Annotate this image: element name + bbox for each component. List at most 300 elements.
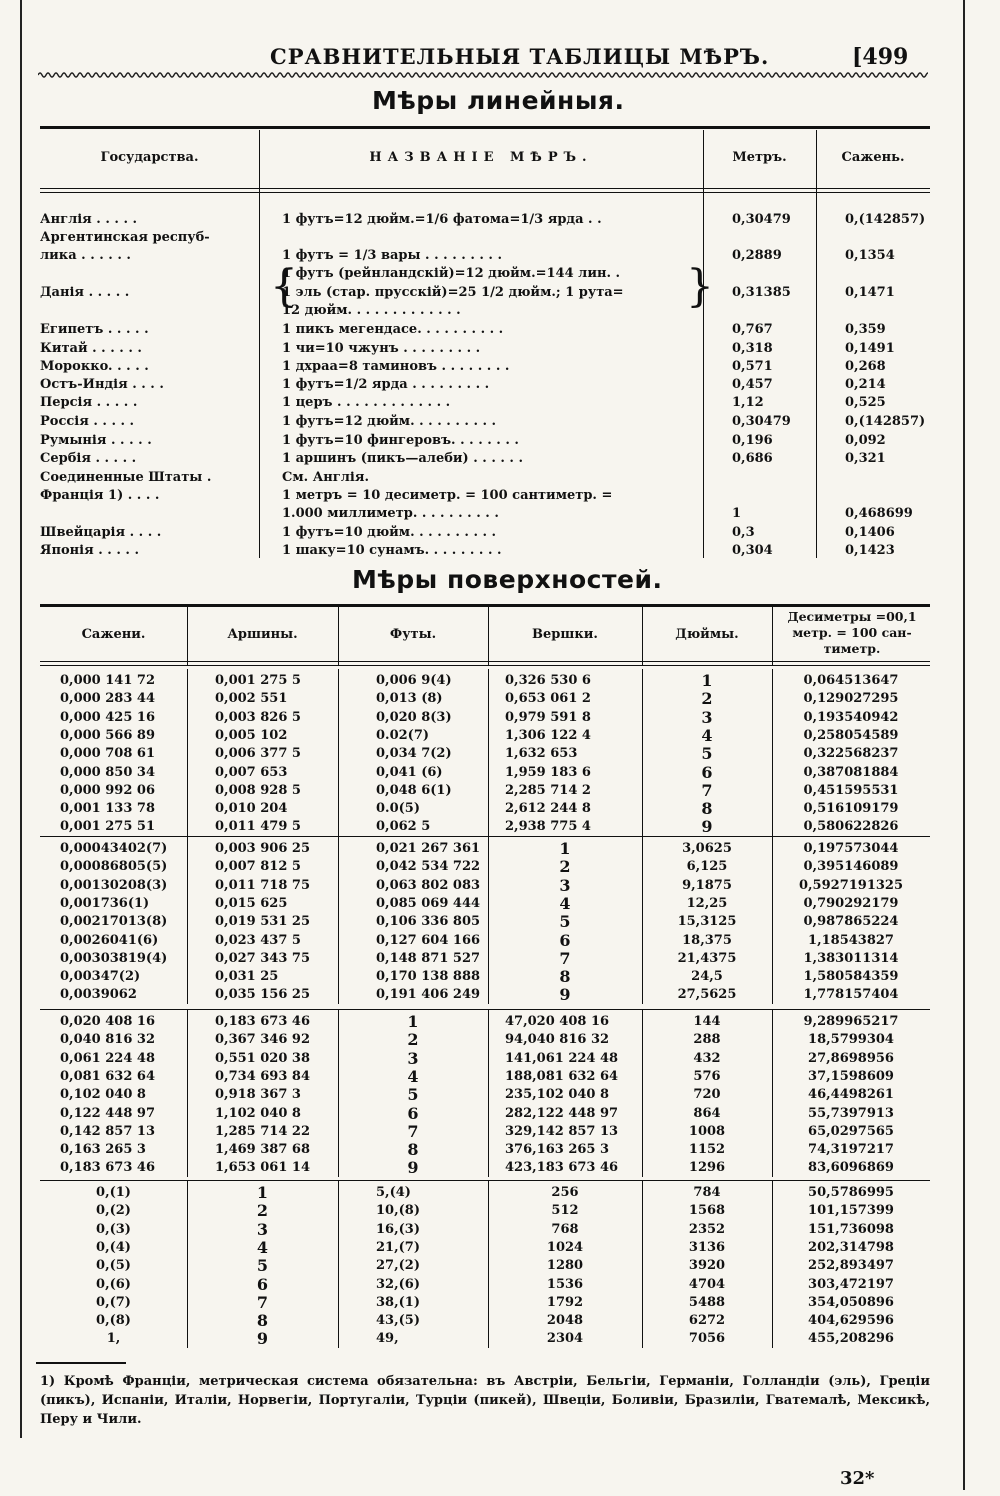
linear-row: [40, 340, 930, 358]
surface-cell: 6,125: [686, 859, 728, 875]
linear-sazhen-cell: 0,(142857): [845, 414, 926, 429]
footnote: 1) Кромѣ Франціи, метрическая система обязательна: въ Австріи, Бельгіи, Германіи, Голландіи (эль), Греціи (пикъ), Испаніи, Италіи, Норвегіи, Португаліи, Турціи (пикей), Швеціи, Боливіи, Бразиліи, Гватемалѣ, Мексикѣ, Перу и Чили.: [40, 1374, 930, 1427]
surface-row: [40, 950, 930, 968]
linear-row: [40, 524, 930, 542]
surface-row: [40, 1050, 930, 1068]
linear-top-rule: [40, 126, 930, 129]
surface-group-rule: [40, 1009, 930, 1010]
surface-cell: 0,(4): [96, 1239, 131, 1255]
linear-meter-cell: 0,30479: [732, 212, 791, 227]
surface-top-rule: [40, 604, 930, 607]
surface-row: [40, 1086, 930, 1104]
frame-right-border: [963, 0, 965, 1490]
surface-cell: 1,383011314: [803, 950, 899, 966]
surface-cell: 2304: [546, 1331, 584, 1347]
surface-cell: 0,102 040 8: [60, 1087, 146, 1103]
surface-row: [40, 913, 930, 931]
surface-cell: 0,000 283 44: [60, 691, 155, 707]
surface-cell: 2: [256, 1201, 269, 1221]
surface-cell: 0,000 992 06: [60, 782, 155, 798]
surface-cell: 1: [559, 839, 571, 858]
surface-cell: 0,127 604 166: [376, 932, 481, 948]
linear-row: [40, 505, 930, 523]
linear-country-cell: Аргентинская респуб-: [40, 230, 210, 245]
linear-country-cell: Данія . . . . .: [40, 285, 130, 300]
surface-cell: 0,048 6(1): [376, 782, 452, 798]
surface-cell: 0,00086805(5): [60, 859, 168, 875]
surface-cell: 0,516109179: [803, 801, 899, 817]
surface-hdr-divider-5: [772, 607, 773, 666]
surface-cell: 0,(5): [96, 1258, 131, 1274]
surface-cell: 1: [407, 1012, 419, 1031]
linear-row: [40, 358, 930, 376]
linear-name-cell: 1 пикъ мегендасе. . . . . . . . . .: [282, 322, 504, 337]
surface-cell: 12,25: [686, 895, 728, 911]
surface-cell: 15,3125: [677, 914, 737, 930]
surface-cell: 74,3197217: [808, 1142, 894, 1158]
surface-row: [40, 1105, 930, 1123]
surface-cell: 2: [407, 1030, 419, 1050]
linear-name-cell: См. Англія.: [282, 470, 369, 485]
surface-cell: 10,(8): [376, 1203, 420, 1219]
surface-cell: 5: [256, 1256, 269, 1276]
linear-row: [40, 265, 930, 283]
surface-cell: 1,632 653: [505, 746, 578, 762]
linear-row: [40, 321, 930, 339]
surface-cell: 0,00347(2): [60, 969, 141, 985]
surface-cell: 7: [256, 1292, 269, 1312]
surface-cell: 8: [256, 1311, 269, 1331]
surface-cell: 252,893497: [808, 1258, 894, 1274]
surface-cell: 3920: [688, 1258, 726, 1274]
surface-cell: 0,001736(1): [60, 895, 150, 911]
surface-cell: 151,736098: [808, 1221, 894, 1237]
surface-cell: 455,208296: [808, 1331, 894, 1347]
surface-cell: 0,064513647: [803, 673, 899, 688]
surface-cell: 0,034 7(2): [376, 746, 452, 762]
surface-cell: 1,: [106, 1331, 121, 1347]
surface-cell: 0,191 406 249: [376, 987, 481, 1003]
surface-cell: 0,013 (8): [376, 691, 443, 707]
linear-name-cell: 1 метръ = 10 десиметр. = 100 сантиметр. =: [282, 488, 613, 503]
surface-cell: 3: [256, 1219, 269, 1239]
surface-cell: 0,063 802 083: [376, 877, 481, 893]
linear-row: [40, 450, 930, 468]
surface-cell: 9,1875: [682, 877, 732, 893]
surface-cell: 18,375: [682, 932, 732, 948]
linear-meter-cell: 0,686: [732, 451, 773, 466]
linear-country-cell: Остъ-Индія . . . .: [40, 377, 164, 392]
linear-row: [40, 432, 930, 450]
surface-cell: 94,040 816 32: [505, 1032, 610, 1048]
linear-sazhen-cell: 0,(142857): [845, 212, 926, 227]
surface-cell: 0,085 069 444: [376, 895, 481, 911]
linear-sazhen-cell: 0,321: [845, 451, 886, 466]
surface-header-rule-1: [40, 661, 930, 662]
surface-row: [40, 1221, 930, 1239]
surface-cell: 0,367 346 92: [215, 1032, 310, 1048]
linear-sazhen-cell: 0,468699: [845, 506, 913, 521]
surface-cell: 1: [256, 1183, 269, 1202]
surface-cell: 9: [701, 817, 713, 837]
linear-meter-cell: 0,196: [732, 433, 773, 448]
linear-meter-cell: 0,571: [732, 359, 773, 374]
surface-cell: 784: [693, 1185, 721, 1200]
surface-cell: 188,081 632 64: [505, 1068, 619, 1084]
frame-left-border: [20, 0, 22, 1438]
surface-row: [40, 877, 930, 895]
linear-meter-cell: 0,318: [732, 341, 773, 356]
linear-row: [40, 284, 930, 302]
surface-cell: 1,959 183 6: [505, 764, 591, 780]
surface-cell: 0,021 267 361: [376, 841, 481, 856]
surface-cell: 2,285 714 2: [505, 782, 591, 798]
surface-cell: 0,011 718 75: [215, 877, 310, 893]
surface-cell: 0.0(5): [376, 801, 420, 817]
linear-name-cell: 1 аршинъ (пикъ—алеби) . . . . . .: [282, 451, 524, 466]
surface-cell: 0,987865224: [803, 914, 899, 930]
surface-cell: 0,007 812 5: [215, 859, 301, 875]
surface-cell: 65,0297565: [808, 1123, 894, 1139]
surface-cell: 0,258054589: [803, 727, 899, 743]
surface-cell: 0.02(7): [376, 727, 430, 743]
surface-cell: 1568: [688, 1203, 726, 1219]
surface-row: [40, 1312, 930, 1330]
surface-cell: 9: [559, 985, 571, 1005]
surface-cell: 0,580622826: [803, 819, 899, 835]
surface-group-rule: [40, 1180, 930, 1181]
surface-cell: 0,322568237: [803, 746, 899, 762]
surface-cell: 0,035 156 25: [215, 987, 310, 1003]
surface-cell: 1152: [688, 1142, 726, 1158]
surface-cell: 6: [256, 1274, 269, 1294]
surface-cell: 354,050896: [808, 1294, 894, 1310]
surface-cell: 1,18543827: [808, 932, 894, 948]
surface-cell: 27,8698956: [808, 1050, 894, 1066]
surface-cell: 0,000 566 89: [60, 727, 155, 743]
linear-name-cell: 1 церъ . . . . . . . . . . . . .: [282, 395, 451, 410]
linear-country-cell: Мороккo. . . . .: [40, 359, 149, 374]
surface-cell: 5488: [688, 1294, 726, 1310]
surface-cell: 4: [701, 725, 713, 745]
surface-cell: 1,306 122 4: [505, 727, 591, 743]
surface-cell: 0,020 408 16: [60, 1014, 155, 1029]
surface-cell: 576: [693, 1068, 721, 1084]
linear-meter-cell: 0,304: [732, 543, 773, 558]
surface-header-vershki: Вершки.: [532, 627, 598, 642]
surface-cell: 0,005 102: [215, 727, 288, 743]
surface-cell: 1: [701, 671, 713, 690]
linear-meter-cell: 0,2889: [732, 248, 782, 263]
surface-cell: 0,122 448 97: [60, 1105, 155, 1121]
surface-cell: 0,020 8(3): [376, 709, 452, 725]
surface-cell: 4: [256, 1237, 269, 1257]
surface-cell: 1280: [546, 1258, 584, 1274]
page-title: СРАВНИТЕЛЬНЫЯ ТАБЛИЦЫ МѢРЪ.: [270, 44, 770, 69]
surface-cell: 3: [407, 1048, 419, 1068]
surface-cell: 24,5: [691, 969, 723, 985]
surface-cell: 0,790292179: [803, 895, 899, 911]
linear-name-cell: 1 футъ=10 дюйм. . . . . . . . . .: [282, 525, 497, 540]
linear-sazhen-cell: 0,092: [845, 433, 886, 448]
linear-meter-cell: 0,31385: [732, 285, 791, 300]
linear-row: [40, 469, 930, 487]
surface-row: [40, 1013, 930, 1031]
surface-cell: 49,: [376, 1331, 399, 1347]
surface-row: [40, 709, 930, 727]
surface-row: [40, 986, 930, 1004]
surface-row: [40, 1184, 930, 1202]
linear-sazhen-cell: 0,268: [845, 359, 886, 374]
surface-cell: 0,008 928 5: [215, 782, 301, 798]
linear-name-cell: 1 эль (стар. прусскій)=25 1/2 дюйм.; 1 рута=: [282, 285, 624, 300]
surface-cell: 4704: [688, 1276, 726, 1292]
linear-country-cell: Сербія . . . . .: [40, 451, 137, 466]
surface-cell: 1,285 714 22: [215, 1123, 310, 1139]
surface-row: [40, 672, 930, 690]
linear-row: [40, 542, 930, 560]
linear-header-rule-2: [40, 192, 930, 193]
linear-section-title: Мѣры линейныя.: [372, 86, 625, 115]
surface-cell: 43,(5): [376, 1313, 420, 1329]
surface-header-futy: Футы.: [389, 627, 437, 642]
footnote-rule: [36, 1362, 126, 1364]
surface-cell: 0,023 437 5: [215, 932, 301, 948]
surface-cell: 9: [256, 1329, 269, 1349]
surface-header-rule-2: [40, 665, 930, 666]
linear-name-cell: 12 дюйм. . . . . . . . . . . . .: [282, 303, 461, 318]
surface-cell: 0,001 275 51: [60, 819, 155, 835]
surface-cell: 0,326 530 6: [505, 673, 591, 688]
surface-cell: 0,918 367 3: [215, 1087, 301, 1103]
surface-cell: 0,387081884: [803, 764, 899, 780]
surface-cell: 1,102 040 8: [215, 1105, 301, 1121]
surface-cell: 2: [701, 689, 713, 709]
linear-country-cell: Японія . . . . .: [40, 543, 139, 558]
surface-cell: 37,1598609: [808, 1068, 894, 1084]
linear-country-cell: Египетъ . . . . .: [40, 322, 149, 337]
surface-row: [40, 800, 930, 818]
surface-row: [40, 1202, 930, 1220]
surface-cell: 0,006 377 5: [215, 746, 301, 762]
surface-row: [40, 1257, 930, 1275]
surface-cell: 0,019 531 25: [215, 914, 310, 930]
surface-row: [40, 1330, 930, 1348]
surface-cell: 0,00130208(3): [60, 877, 168, 893]
linear-meter-cell: 0,767: [732, 322, 773, 337]
surface-cell: 0,193540942: [803, 709, 899, 725]
linear-row: [40, 487, 930, 505]
surface-cell: 18,5799304: [808, 1032, 894, 1048]
surface-cell: 0,170 138 888: [376, 969, 481, 985]
surface-cell: 0,062 5: [376, 819, 431, 835]
surface-row: [40, 1068, 930, 1086]
surface-cell: 27,(2): [376, 1258, 420, 1274]
linear-sazhen-cell: 0,359: [845, 322, 886, 337]
linear-sazhen-cell: 0,1423: [845, 543, 895, 558]
surface-cell: 0,000 425 16: [60, 709, 155, 725]
surface-cell: 83,6096869: [808, 1160, 894, 1176]
surface-cell: 235,102 040 8: [505, 1087, 610, 1103]
surface-cell: 2352: [688, 1221, 726, 1237]
linear-header-country: Государства.: [100, 150, 199, 165]
surface-section-title: Мѣры поверхностей.: [352, 565, 663, 594]
surface-header-sazheni: Сажени.: [81, 627, 146, 642]
linear-name-cell: 1 футъ=12 дюйм.=1/6 фатома=1/3 ярда . .: [282, 212, 602, 227]
surface-row: [40, 727, 930, 745]
surface-cell: 8: [407, 1140, 419, 1160]
surface-cell: 16,(3): [376, 1221, 420, 1237]
surface-cell: 4: [559, 893, 571, 913]
surface-row: [40, 1294, 930, 1312]
surface-cell: 1024: [546, 1239, 584, 1255]
surface-header-arshiny: Аршины.: [227, 627, 298, 642]
linear-country-cell: Англія . . . . .: [40, 212, 138, 227]
linear-sazhen-cell: 0,214: [845, 377, 886, 392]
surface-cell: 0,00043402(7): [60, 841, 168, 856]
surface-cell: 1,653 061 14: [215, 1160, 310, 1176]
surface-cell: 768: [551, 1221, 579, 1237]
surface-cell: 1,778157404: [803, 987, 899, 1003]
surface-cell: 3136: [688, 1239, 726, 1255]
surface-cell: 9,289965217: [803, 1014, 899, 1029]
linear-header-name: НАЗВАНІЕ МѢРЪ.: [369, 150, 593, 165]
page-signature: 32*: [840, 1468, 875, 1489]
surface-cell: 5,(4): [376, 1185, 411, 1200]
linear-name-cell: 1 футъ=10 фингеровъ. . . . . . . .: [282, 433, 519, 448]
surface-row: [40, 764, 930, 782]
surface-row: [40, 690, 930, 708]
surface-cell: 7: [559, 948, 571, 968]
surface-cell: 3: [559, 875, 571, 895]
surface-cell: 256: [551, 1185, 579, 1200]
surface-cell: 6: [701, 762, 713, 782]
surface-row: [40, 1141, 930, 1159]
linear-country-cell: Швейцарія . . . .: [40, 525, 162, 540]
surface-cell: 0,451595531: [803, 782, 899, 798]
surface-cell: 6: [407, 1103, 419, 1123]
wavy-divider: [38, 70, 928, 80]
surface-cell: 5: [701, 744, 713, 764]
surface-cell: 0,042 534 722: [376, 859, 481, 875]
surface-row: [40, 968, 930, 986]
linear-sazhen-cell: 0,1406: [845, 525, 895, 540]
surface-cell: 3: [701, 707, 713, 727]
linear-header-sazhen: Сажень.: [841, 150, 905, 165]
linear-row: [40, 394, 930, 412]
linear-row: [40, 413, 930, 431]
surface-cell: 0,(1): [96, 1185, 131, 1200]
surface-cell: 720: [693, 1087, 721, 1103]
linear-header-rule-1: [40, 188, 930, 189]
surface-cell: 0,(6): [96, 1276, 131, 1292]
surface-cell: 6272: [688, 1313, 726, 1329]
surface-row: [40, 1276, 930, 1294]
surface-cell: 0,395146089: [803, 859, 899, 875]
surface-cell: 27,5625: [677, 987, 737, 1003]
surface-cell: 0,(3): [96, 1221, 131, 1237]
surface-cell: 0,081 632 64: [60, 1068, 155, 1084]
surface-cell: 2: [559, 857, 571, 877]
surface-cell: 0,148 871 527: [376, 950, 481, 966]
surface-cell: 0,163 265 3: [60, 1142, 146, 1158]
linear-country-cell: Франція 1) . . . .: [40, 488, 160, 503]
surface-cell: 0,00303819(4): [60, 950, 168, 966]
surface-cell: 376,163 265 3: [505, 1142, 610, 1158]
surface-row: [40, 1239, 930, 1257]
surface-cell: 0,041 (6): [376, 764, 443, 780]
surface-cell: 0,002 551: [215, 691, 288, 707]
linear-header-meter: Метръ.: [732, 150, 787, 165]
surface-cell: 0,734 693 84: [215, 1068, 310, 1084]
linear-row: [40, 302, 930, 320]
surface-cell: 864: [693, 1105, 721, 1121]
surface-cell: 1792: [546, 1294, 584, 1310]
surface-cell: 288: [693, 1032, 721, 1048]
linear-country-cell: Соединенные Штаты .: [40, 470, 212, 485]
surface-cell: 9: [407, 1158, 419, 1178]
surface-cell: 141,061 224 48: [505, 1050, 619, 1066]
surface-cell: 0,006 9(4): [376, 673, 452, 688]
surface-cell: 0,010 204: [215, 801, 288, 817]
surface-cell: 8: [701, 799, 713, 819]
surface-cell: 0,0039062: [60, 987, 137, 1003]
surface-cell: 0,000 708 61: [60, 746, 155, 762]
surface-row: [40, 1123, 930, 1141]
surface-cell: 5: [559, 912, 571, 932]
surface-cell: 1536: [546, 1276, 584, 1292]
surface-cell: 101,157399: [808, 1203, 894, 1219]
surface-cell: 0,003 826 5: [215, 709, 301, 725]
surface-cell: 0,031 25: [215, 969, 279, 985]
surface-cell: 0,027 343 75: [215, 950, 310, 966]
surface-row: [40, 1159, 930, 1177]
surface-cell: 0,5927191325: [798, 877, 904, 893]
linear-name-cell: 1 дхраа=8 таминовъ . . . . . . . .: [282, 359, 510, 374]
surface-cell: 0,007 653: [215, 764, 288, 780]
linear-sazhen-cell: 0,1471: [845, 285, 895, 300]
linear-row: [40, 376, 930, 394]
surface-cell: 32,(6): [376, 1276, 420, 1292]
linear-name-cell: 1.000 миллиметр. . . . . . . . . .: [282, 506, 499, 521]
linear-row: [40, 229, 930, 247]
surface-cell: 50,5786995: [808, 1185, 894, 1200]
surface-cell: 404,629596: [808, 1313, 894, 1329]
surface-cell: 2048: [546, 1313, 584, 1329]
surface-cell: 0,183 673 46: [215, 1014, 310, 1029]
surface-cell: 144: [693, 1014, 721, 1029]
surface-cell: 0,129027295: [803, 691, 899, 707]
linear-meter-cell: 0,457: [732, 377, 773, 392]
surface-cell: 303,472197: [808, 1276, 894, 1292]
surface-cell: 0,(2): [96, 1203, 131, 1219]
surface-cell: 423,183 673 46: [505, 1160, 619, 1176]
linear-sazhen-cell: 0,525: [845, 395, 886, 410]
surface-cell: 4: [407, 1066, 419, 1086]
surface-cell: 1008: [688, 1123, 726, 1139]
surface-row: [40, 818, 930, 836]
linear-country-cell: Персія . . . . .: [40, 395, 138, 410]
surface-row: [40, 840, 930, 858]
surface-row: [40, 745, 930, 763]
surface-cell: 46,4498261: [808, 1087, 894, 1103]
surface-cell: 55,7397913: [808, 1105, 894, 1121]
surface-cell: 0,000 141 72: [60, 673, 155, 688]
linear-sazhen-cell: 0,1354: [845, 248, 895, 263]
linear-country-cell: Китай . . . . . .: [40, 341, 142, 356]
surface-cell: 0,106 336 805: [376, 914, 481, 930]
surface-cell: 0,001 275 5: [215, 673, 301, 688]
